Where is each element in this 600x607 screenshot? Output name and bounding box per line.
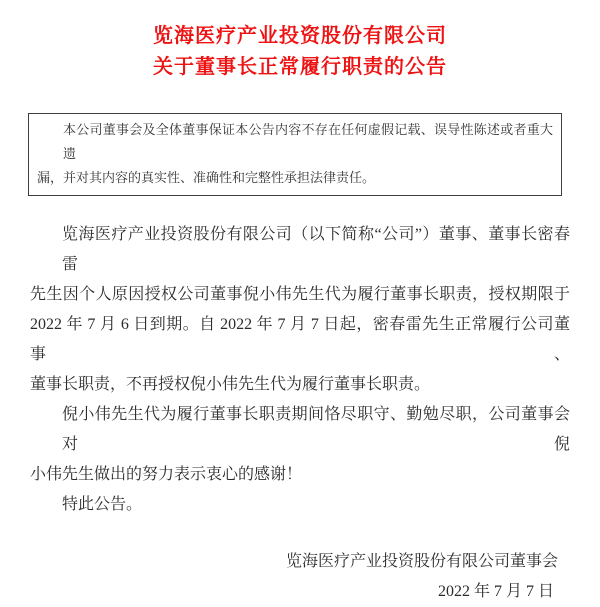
signature-company: 览海医疗产业投资股份有限公司董事会 bbox=[285, 553, 558, 570]
paragraph-1-line-3: 2022 年 7 月 6 日到期。自 2022 年 7 月 7 日起，密春雷先生正常履行公司董事、 bbox=[30, 316, 570, 363]
disclaimer-line-1: 本公司董事会及全体董事保证本公告内容不存在任何虚假记载、误导性陈述或者重大遗 bbox=[63, 122, 553, 161]
paragraph-1-line-4: 董事长职责，不再授权倪小伟先生代为履行董事长职责。 bbox=[30, 376, 431, 393]
disclaimer-line-2: 漏，并对其内容的真实性、准确性和完整性承担法律责任。 bbox=[37, 170, 376, 185]
signature-block bbox=[0, 547, 600, 607]
closing-statement: 特此公告。 bbox=[62, 496, 143, 513]
paragraph-2-line-1: 倪小伟先生代为履行董事长职责期间恪尽职守、勤勉尽职，公司董事会对倪 bbox=[62, 406, 570, 453]
announcement-subject-title: 关于董事长正常履行职责的公告 bbox=[153, 56, 447, 78]
paragraph-2-line-2: 小伟先生做出的努力表示衷心的感谢！ bbox=[30, 466, 303, 483]
disclaimer-box bbox=[28, 113, 562, 196]
paragraph-1-line-2: 先生因个人原因授权公司董事倪小伟先生代为履行董事长职责，授权期限于 bbox=[30, 286, 570, 303]
document-title bbox=[0, 0, 600, 83]
paragraph-1-line-1: 览海医疗产业投资股份有限公司（以下简称“公司”）董事、董事长密春雷 bbox=[62, 226, 570, 273]
company-name-title: 览海医疗产业投资股份有限公司 bbox=[153, 25, 447, 47]
signature-date: 2022 年 7 月 7 日 bbox=[437, 583, 554, 600]
document-body bbox=[0, 220, 600, 520]
